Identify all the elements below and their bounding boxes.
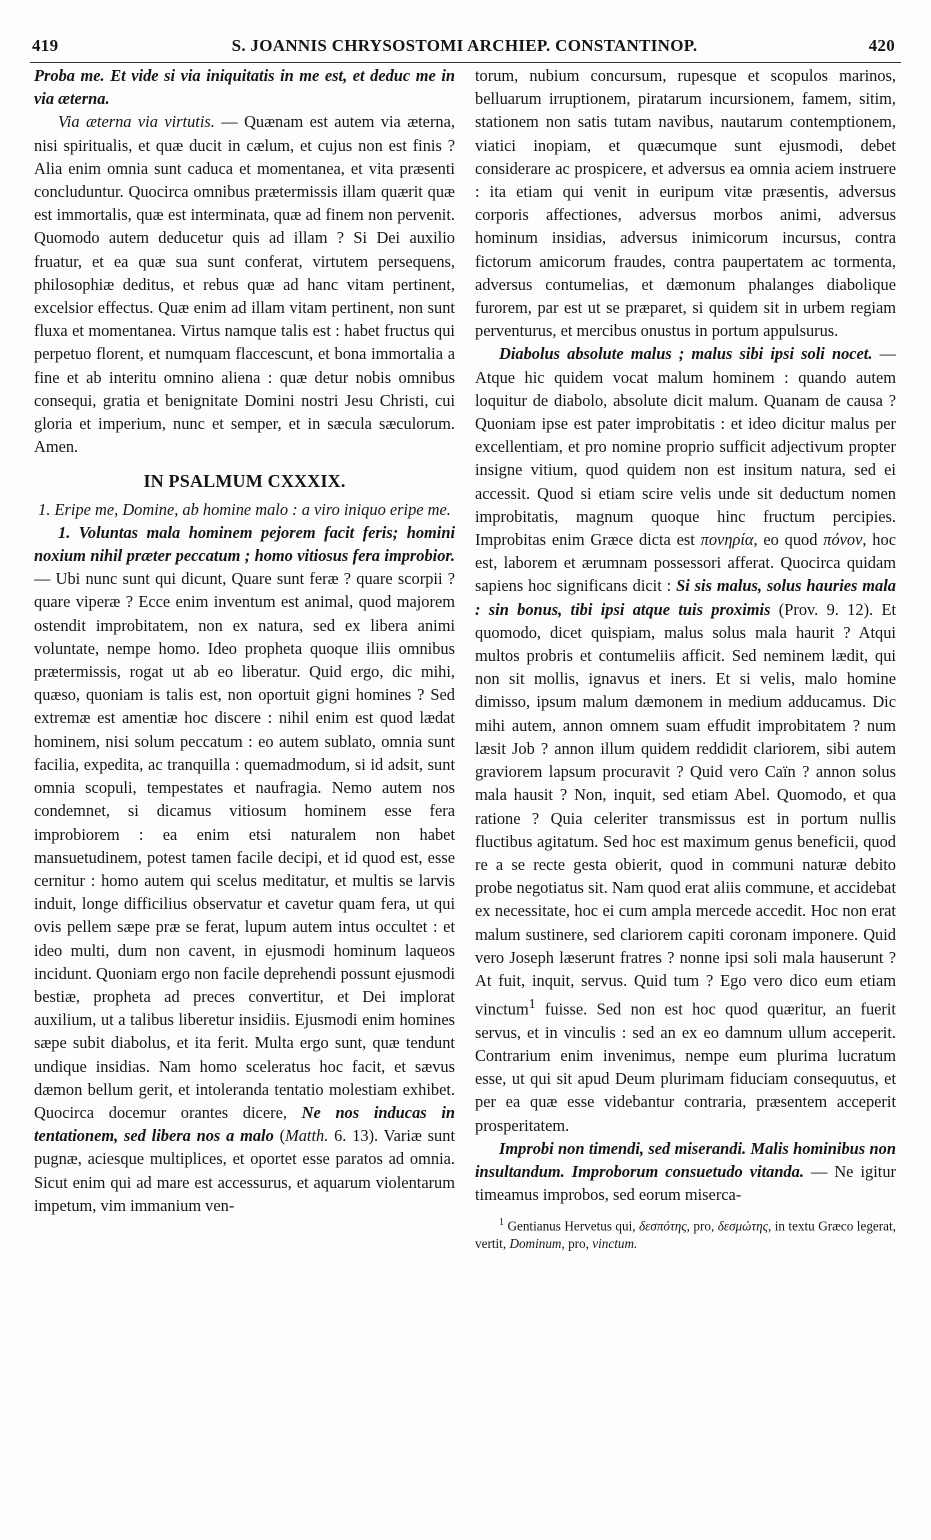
- footnote: [475, 1214, 896, 1251]
- paragraph-voluntas-mala: [34, 521, 455, 1217]
- paragraph-text: . Et quomodo, dicet quispiam, malus solus mala haurit ? Atqui multos probris et contumeliis afficit. Sed neminem lædit, qui non sit mollis, ignavus et iners. Et si velis, malo homine dimisso, ipsum malum dæmonem in medium adducamus. Dic mihi autem, annon omnem suam effudit improbitatem ? num læsit Job ? annon illum quidem reddidit clariorem, sibi autem graviorem lapsum procuravit ? Quid vero Caïn ? annon solus mala hausit ? Non, inquit, sed etiam Abel. Quomodo, et qua ratione ? Quia celeriter transmissus est in portum nullis fluctibus agitatum. Sed hoc est maximum genus beneficii, quod re a se recte gesta obierit, quod in communi naturæ debito probe negotiatus sit. Nam quod erat aliis commune, et accidebat ex necessitate, hoc ei cum ampla mercede accedit. Hoc non erat malum sustinere, sed clariorem capiti coronam imponere. Quid vero Joseph læserunt fratres ? nonne ipsi soli mala hauserunt ? At fuit, inquit, servus. Quid tum ? Ego vero dico eum etiam vinctum: [475, 599, 896, 1019]
- psalm-verse: 1. Eripe me, Domine, ab homine malo : a viro iniquo eripe me.: [38, 499, 451, 519]
- scripture-quote: Si sis malus, solus hauries mala : sin bonus, tibi ipsi atque tuis proximis: [475, 576, 896, 619]
- paragraph-text: , hoc est, laborem et ærumnam possessori afferat. Quocirca quidam sapiens hoc significans dicit :: [475, 530, 896, 596]
- paragraph-via-aeterna: [34, 110, 455, 458]
- right-column: [475, 64, 896, 1522]
- footnote-ref[interactable]: 1: [528, 996, 536, 1012]
- verse-text: Proba me. Et vide si via iniquitatis in me est, et deduc me in via æterna.: [34, 66, 455, 109]
- paragraph-text: — Ubi nunc sunt qui dicunt, Quare sunt feræ ? quare scorpii ? quare viperæ ? Ecce enim inventum est animal, quod majorem ostendit improbitatem, non ex natura, sed ex libera animi voluntate, nempe homo. Ideo propheta quoque iliis omnibus prætermissis, rogat ut ab eo liberatur. Quid ergo, dic mihi, quæso, quoniam is talis est, non oportuit gigni homines ? Sed extremæ est amentiæ hoc discere : nihil enim est quod lædat hominem, nisi solum peccatum : eo autem sublato, omnia sunt facilia, expedita, ac tranquilla : quemadmodum, si id adsit, sunt omnia scopuli, tempestates et naufragia. Nemo autem nos condemnet, si dicamus vitiosum hominem esse fera improbiorem : ea enim etsi naturalem non habet mansuetudinem, potest tamen facile decipi, et id quod est, esse cernitur : homo autem qui scelus meditatur, et multis se larvis induit, longe difficilius observatur et cavetur quam fera, ut qui ovis pellem sæpe præ se ferat, lupum autem intus occultet : et ideo multi, dum non cavent, in ejusmodi hominum laqueos incidunt. Quoniam ergo non facile deprehendi possunt ejusmodi bestiæ, propheta ad preces convertitur, et Dei implorat auxilium, ut a talibus liberetur insidiis. Ejusmodi enim homines sæpe subit diabolus, et ita ferit. Multa ergo sunt, quæ tendunt undique insidias. Nam homo sceleratus hoc facit, et sævus dæmon bellum gerit, et intoleranda tentatio molestiam exhibet. Quocirca docemur orantes dicere,: [34, 569, 455, 1122]
- paragraph-text: fuisse. Sed non est hoc quod quæritur, an fuerit servus, et in vinculis : sed an ex eo damnum ullum acceperit. Contrarium enim invenimus, nempe eum plurima lucratum esse, ut qui sit apud Deum plurimam fiduciam consequutus, et per ea quæ esse videbantur contraria, præsentem acceperit prosperitatem.: [475, 999, 896, 1135]
- footnote-text: , in textu Græco legerat, vertit,: [475, 1218, 896, 1251]
- paragraph-lead: Diabolus absolute malus ; malus sibi ipsi soli nocet.: [499, 344, 873, 364]
- paragraph-continuation: torum, nubium concursum, rupesque et scopulos marinos, belluarum irruptionem, piratarum incursionem, famem, sitim, stationem non satis tutam navibus, nautarum contemptionem, viatici inopiam, et quæcumque sunt ejusmodi, debet considerare ac prospicere, et adversus ea omnia aciem instruere : ita etiam qui venit in euripum vitæ præsentis, adversus corporis affectiones, adversus morbos animi, adversus hominum insidias, adversus inimicorum incursus, contra fictorum amicorum fraudes, contra paupertatem ac tormenta, adversus contumelias, et dæmonum phalanges diabolique furorem, par est ut se præparet, si quidem sit in urbem regiam perventurus, et mercibus onustus in portum appulsurus.: [475, 66, 896, 341]
- running-header: [28, 34, 901, 64]
- footnote-text: , pro,: [686, 1218, 718, 1234]
- paragraph-diabolus: [475, 342, 896, 1136]
- paragraph-text: — Quænam est autem via æterna, nisi spiritualis, et quæ ducit in cælum, et cujus non est finis ? Alia enim omnia sunt caduca et momentanea, et vita præsenti concluduntur. Quocirca omnibus prætermissis illam quærit quæ est immortalis, quæ est interminata, quæ ad finem non pervenit. Quomodo autem deducetur quis ad illam ? Si Dei auxilio fruatur, et ea quæ sua sunt conferat, virtutem persequens, philosophiæ deditus, et rebus quæ ad hanc vitam pertinent, excelsior effectus. Quæ enim ad illam vitam pertinent, non sunt fluxa et momentanea. Virtus namque talis est : habet fructus qui perpetuo florent, et numquam flaccescunt, et bona immortalia a fine et ab interitu omnino aliena : quæ detur nobis omnibus consequi, gratia et benignitate Domini nostri Jesu Christi, cui gloria et imperium, nunc et semper, et in sæcula sæculorum. Amen.: [34, 112, 455, 457]
- psalm-verse-conclusion: [34, 64, 455, 110]
- paragraph-text: — Atque hic quidem vocat malum hominem : quando autem loquitur de diabolo, absolute dicit malum. Quanam de causa ? Quoniam ipse est pater improbitatis : et ideo dicitur malus per excellentiam, et pro nomine proprio sufficit adjectivum propter insigne vitium, quod quidem non est insitum natura, sed ei accessit. Quod si etiam scire velis unde sit deductum nomen improbitatis, magnum quoque hinc fructum percipies. Improbitas enim Græce dicta est: [475, 344, 896, 550]
- scripture-reference: (Prov. 9. 12): [770, 599, 870, 619]
- scripture-reference: Matth.: [285, 1126, 329, 1146]
- paragraph-text: , eo quod: [753, 530, 824, 550]
- paragraph-lead: Improbi non timendi, sed miserandi. Malis hominibus non insultandum. Improborum consuetudo vitanda.: [475, 1138, 896, 1182]
- left-column: [34, 64, 455, 1522]
- paragraph-lead: 1. Voluntas mala hominem pejorem facit feris; homini noxium nihil præter peccatum ; homo vitiosus fera improbior.: [34, 522, 455, 566]
- paragraph-improbi: [475, 1137, 896, 1207]
- scripture-quote: Ne nos inducas in tentationem, sed libera nos a malo: [34, 1102, 455, 1146]
- footnote-mark: 1: [499, 1217, 504, 1229]
- paragraph-lead: Via æterna via virtutis.: [58, 112, 215, 132]
- running-title: S. JOANNIS CHRYSOSTOMI ARCHIEP. CONSTANTINOP.: [231, 36, 698, 55]
- footnote-text: Gentianus Hervetus qui,: [504, 1218, 639, 1234]
- greek-word: πόνον: [823, 530, 863, 550]
- paragraph-text-cont: 6. 13). Variæ sunt pugnæ, aciesque multiplices, et oportet esse paratos ad omnia. Sicut enim qui ad mare est accessurus, et aquarum violentarum impetum, vim immanium ven-: [34, 1126, 455, 1215]
- greek-word: πονηρία: [700, 530, 754, 550]
- section-heading: IN PSALMUM CXXXIX.: [143, 471, 346, 492]
- page-number-left: 419: [32, 36, 59, 55]
- ref-open: (: [273, 1126, 286, 1146]
- greek-word: δεσπότης: [638, 1218, 687, 1234]
- page-number-right: 420: [868, 36, 895, 55]
- footnote-italic: Dominum: [509, 1235, 562, 1251]
- footnote-italic: vinctum.: [592, 1235, 638, 1251]
- header-rule: [30, 62, 901, 63]
- paragraph-text: — Ne igitur timeamus improbos, sed eorum miserca-: [475, 1162, 896, 1205]
- greek-word: δεσμώτης: [717, 1218, 768, 1234]
- footnote-text: , pro,: [561, 1235, 593, 1251]
